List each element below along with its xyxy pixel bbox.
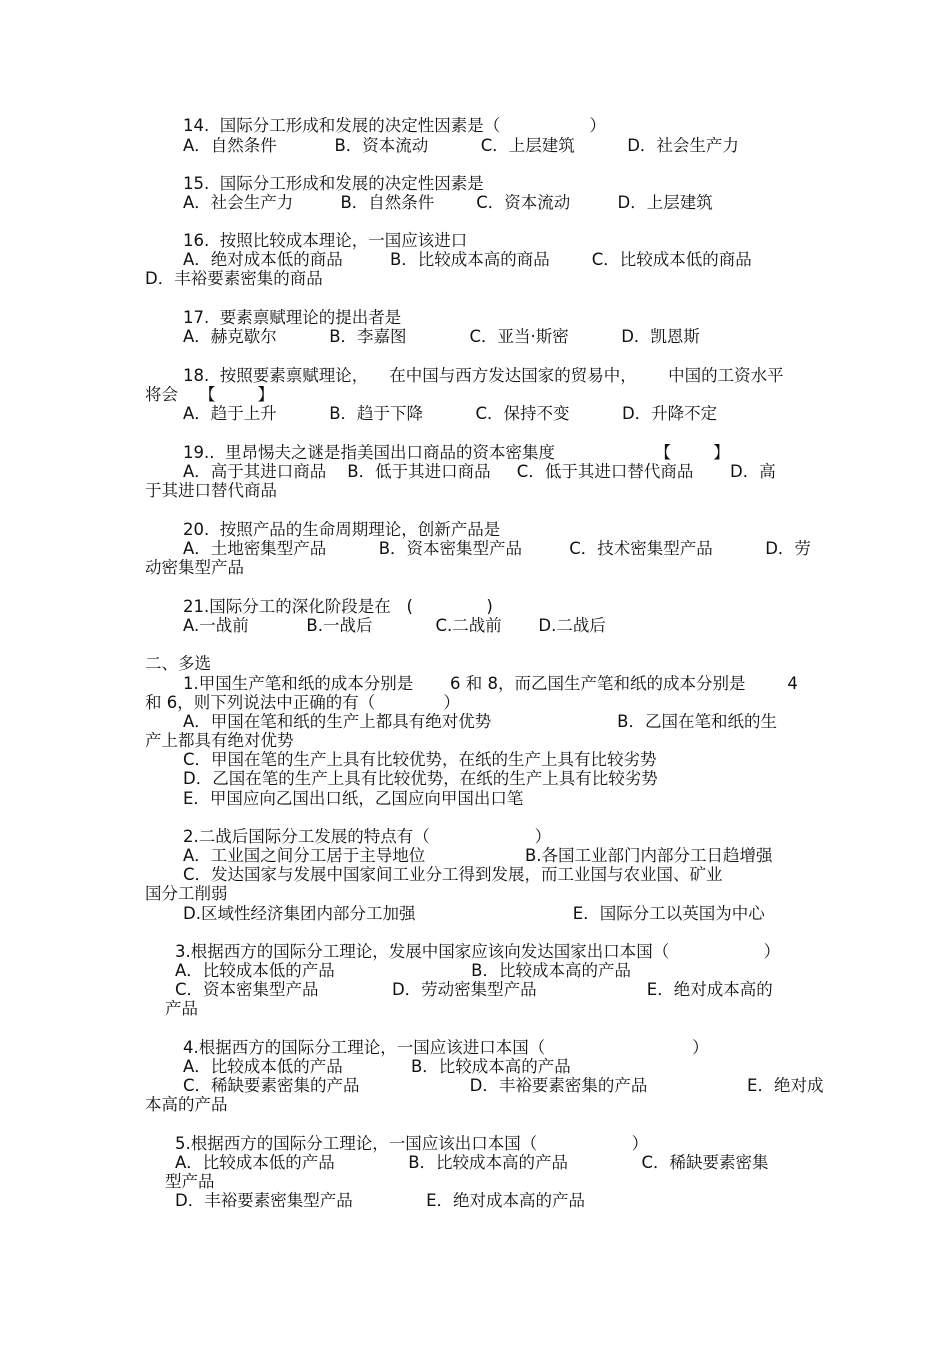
- text-line: 15. 国际分工形成和发展的决定性因素是: [183, 174, 484, 193]
- text-line: A．甲国在笔和纸的生产上都具有绝对优势 B．乙国在笔和纸的生: [183, 712, 777, 731]
- text-line: E．甲国应向乙国出口纸，乙国应向甲国出口笔: [183, 789, 524, 808]
- text-line: A．绝对成本低的商品 B．比较成本高的商品 C．比较成本低的商品: [183, 250, 752, 269]
- text-line: 14. 国际分工形成和发展的决定性因素是（ ）: [183, 116, 606, 135]
- text-line: A．高于其进口商品 B．低于其进口商品 C．低于其进口替代商品 D．高: [183, 462, 776, 481]
- text-line: 动密集型产品: [145, 558, 244, 577]
- text-line: A.一战前 B.一战后 C.二战前 D.二战后: [183, 616, 606, 635]
- text-line: A．土地密集型产品 B．资本密集型产品 C．技术密集型产品 D．劳: [183, 539, 811, 558]
- text-line: C．稀缺要素密集的产品 D．丰裕要素密集的产品 E．绝对成: [183, 1076, 824, 1095]
- text-line: A．比较成本低的产品 B．比较成本高的产品: [183, 1057, 571, 1076]
- text-line: 16. 按照比较成本理论，一国应该进口: [183, 231, 468, 250]
- text-line: 型产品: [165, 1172, 215, 1191]
- text-line: A．社会生产力 B．自然条件 C．资本流动 D．上层建筑: [183, 193, 713, 212]
- text-line: 1.甲国生产笔和纸的成本分别是 6 和 8，而乙国生产笔和纸的成本分别是 4: [183, 674, 798, 693]
- text-line: A．趋于上升 B．趋于下降 C．保持不变 D．升降不定: [183, 404, 718, 423]
- text-line: 21.国际分工的深化阶段是在 ( ): [183, 597, 493, 616]
- text-line: 国分工削弱: [145, 884, 228, 903]
- text-line: A．比较成本低的产品 B．比较成本高的产品 C．稀缺要素密集: [175, 1153, 769, 1172]
- text-line: 20. 按照产品的生命周期理论，创新产品是: [183, 520, 501, 539]
- text-line: C．发达国家与发展中国家间工业分工得到发展，而工业国与农业国、矿业: [183, 865, 723, 884]
- text-line: 18. 按照要素禀赋理论， 在中国与西方发达国家的贸易中， 中国的工资水平: [183, 366, 784, 385]
- text-line: 2.二战后国际分工发展的特点有（ ）: [183, 827, 552, 846]
- text-line: D．丰裕要素密集型产品 E．绝对成本高的产品: [175, 1191, 586, 1210]
- text-line: A．比较成本低的产品 B．比较成本高的产品: [175, 961, 631, 980]
- text-line: A．工业国之间分工居于主导地位 B.各国工业部门内部分工日趋增强: [183, 846, 773, 865]
- text-line: 于其进口替代商品: [145, 481, 277, 500]
- text-line: 二、多选: [145, 654, 211, 673]
- text-line: 本高的产品: [145, 1095, 228, 1114]
- text-line: 产上都具有绝对优势: [145, 731, 294, 750]
- text-line: 3.根据西方的国际分工理论，发展中国家应该向发达国家出口本国（ ）: [175, 942, 781, 961]
- text-line: 产品: [165, 999, 198, 1018]
- text-line: 19.. 里昂惕夫之谜是指美国出口商品的资本密集度 【 】: [183, 443, 730, 462]
- text-line: D．丰裕要素密集的商品: [145, 269, 323, 288]
- text-line: A．赫克歇尔 B．李嘉图 C．亚当·斯密 D．凯恩斯: [183, 327, 700, 346]
- text-line: 5.根据西方的国际分工理论，一国应该出口本国（ ）: [175, 1134, 649, 1153]
- text-line: C．资本密集型产品 D．劳动密集型产品 E．绝对成本高的: [175, 980, 773, 999]
- text-line: 将会 【 】: [145, 385, 274, 404]
- text-line: D.区域性经济集团内部分工加强 E．国际分工以英国为中心: [183, 904, 765, 923]
- text-line: 和 6，则下列说法中正确的有（ ）: [145, 693, 460, 712]
- text-line: 4.根据西方的国际分工理论，一国应该进口本国（ ）: [183, 1038, 709, 1057]
- text-line: D．乙国在笔的生产上具有比较优势，在纸的生产上具有比较劣势: [183, 769, 658, 788]
- text-line: 17. 要素禀赋理论的提出者是: [183, 308, 402, 327]
- text-line: C．甲国在笔的生产上具有比较优势，在纸的生产上具有比较劣势: [183, 750, 657, 769]
- text-line: A．自然条件 B．资本流动 C．上层建筑 D．社会生产力: [183, 136, 739, 155]
